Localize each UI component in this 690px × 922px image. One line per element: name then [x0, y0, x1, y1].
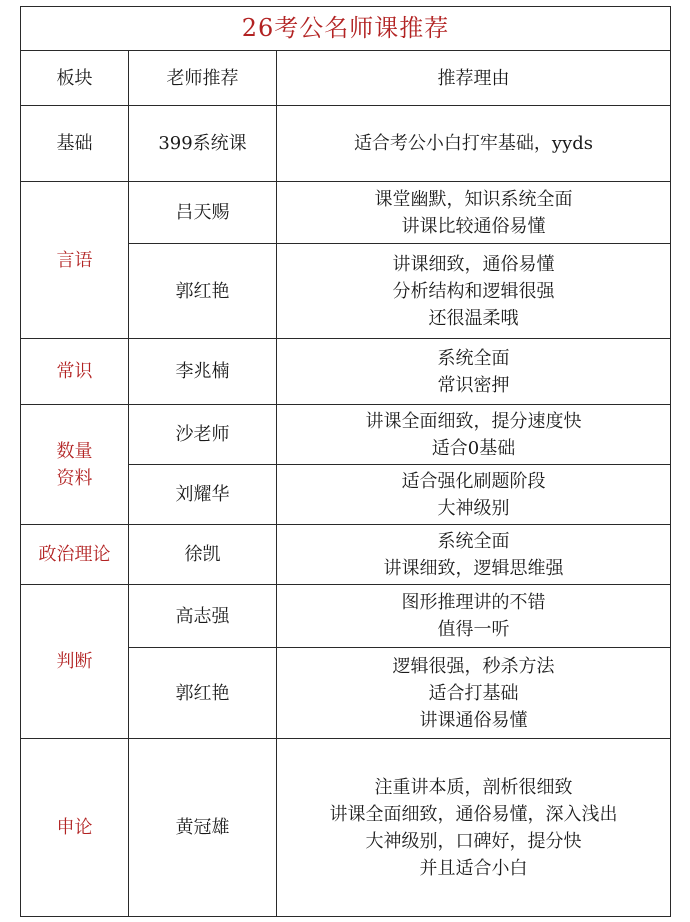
reason-line: 并且适合小白: [419, 857, 528, 879]
teacher-name: 郭红艳: [129, 244, 277, 339]
reason-cell: [277, 106, 671, 182]
teacher-name: 黄冠雄: [129, 739, 277, 917]
reason-line: 讲课细致，逻辑思维强: [383, 557, 564, 579]
section-line: 数量: [56, 440, 93, 462]
reason-line: 讲课全面细致，通俗易懂，深入浅出: [329, 803, 618, 825]
reason-line: 分析结构和逻辑很强: [392, 280, 555, 302]
table-row: [21, 585, 671, 648]
reason-cell: [277, 585, 671, 648]
section-changshi: 常识: [21, 339, 129, 405]
reason-line: 还很温柔哦: [428, 307, 519, 329]
reason-cell: [277, 465, 671, 525]
recommendation-table: [20, 6, 671, 917]
teacher-name: 郭红艳: [129, 648, 277, 739]
teacher-name: 399系统课: [129, 106, 277, 182]
section-zhengzhi-lilun: 政治理论: [21, 525, 129, 585]
header-reason: 推荐理由: [277, 51, 671, 106]
reason-cell: [277, 739, 671, 917]
reason-line: 图形推理讲的不错: [401, 592, 546, 613]
section-panduan: 判断: [21, 585, 129, 739]
teacher-name: 李兆楠: [129, 339, 277, 405]
section-shenlun: 申论: [21, 739, 129, 917]
teacher-name: 沙老师: [129, 405, 277, 465]
reason-line: 大神级别: [437, 497, 510, 519]
reason-line: 系统全面: [437, 530, 510, 552]
reason-line: 系统全面: [437, 347, 510, 369]
reason-line: 讲课全面细致，提分速度快: [365, 410, 582, 432]
reason-cell: [277, 182, 671, 244]
reason-line: 适合强化刷题阶段: [401, 470, 546, 492]
reason-line: 逻辑很强，秒杀方法: [392, 655, 555, 677]
reason-line: 适合打基础: [428, 682, 519, 704]
reason-line: 适合0基础: [431, 437, 516, 459]
reason-cell: [277, 339, 671, 405]
table-row: [21, 339, 671, 405]
reason-line: 课堂幽默，知识系统全面: [374, 188, 573, 210]
header-teacher: 老师推荐: [129, 51, 277, 106]
teacher-name: 刘耀华: [129, 465, 277, 525]
reason-cell: [277, 405, 671, 465]
table-row: [21, 405, 671, 465]
reason-cell: [277, 244, 671, 339]
reason-line: 讲课细致，通俗易懂: [392, 253, 555, 275]
header-row: [21, 51, 671, 106]
teacher-name: 徐凯: [129, 525, 277, 585]
section-yanyu: 言语: [21, 182, 129, 339]
section-line: 资料: [56, 467, 93, 489]
header-section: 板块: [21, 51, 129, 106]
reason-line: 值得一听: [437, 619, 510, 640]
title-row: [21, 7, 671, 51]
table-row: [21, 106, 671, 182]
reason-line: 适合考公小白打牢基础，yyds: [353, 133, 594, 154]
reason-line: 大神级别，口碑好，提分快: [365, 830, 582, 852]
reason-line: 讲课比较通俗易懂: [401, 215, 546, 237]
table-row: [21, 525, 671, 585]
reason-line: 讲课通俗易懂: [419, 709, 528, 731]
table-row: [21, 182, 671, 244]
table-row: [21, 739, 671, 917]
reason-line: 注重讲本质，剖析很细致: [374, 776, 573, 798]
section-shuliang-ziliao: [21, 405, 129, 525]
teacher-name: 吕天赐: [129, 182, 277, 244]
section-jichu: 基础: [21, 106, 129, 182]
table-title: 26考公名师课推荐: [21, 7, 671, 51]
reason-line: 常识密押: [437, 374, 510, 396]
reason-cell: [277, 648, 671, 739]
reason-cell: [277, 525, 671, 585]
teacher-name: 高志强: [129, 585, 277, 648]
